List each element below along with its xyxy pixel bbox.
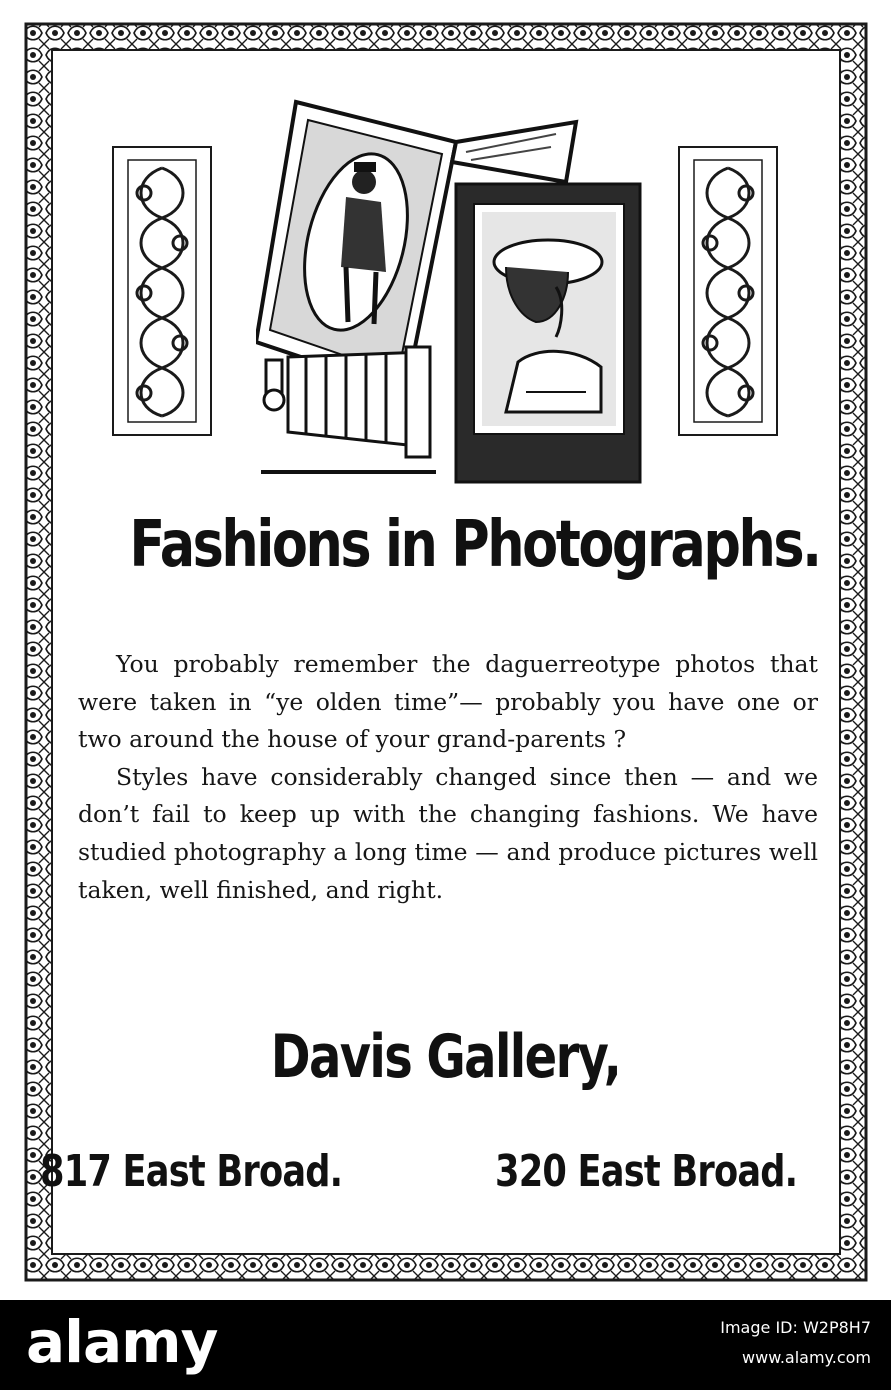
left-scroll-ornament	[112, 146, 212, 436]
watermark-logo: alamy	[26, 1308, 218, 1376]
address-second: 320 East Broad.	[495, 1146, 798, 1197]
photographs-illustration	[256, 92, 646, 487]
bellows-camera-icon	[261, 347, 436, 472]
address-first: 817 East Broad.	[40, 1146, 343, 1197]
headline: Fashions in Photographs.	[129, 508, 820, 582]
body-paragraph: You probably remember the daguerreotype photos that were taken in “ye olden time”— probably you have one or two around the house of your grand-parents ?	[78, 650, 818, 754]
portrait-card-icon	[456, 184, 640, 482]
watermark-url: www.alamy.com	[742, 1348, 871, 1367]
right-scroll-ornament	[678, 146, 778, 436]
watermark-image-info	[720, 1313, 871, 1373]
ad-body-copy	[78, 646, 818, 909]
watermark-image-id: Image ID: W2P8H7	[720, 1318, 871, 1337]
business-name: Davis Gallery,	[270, 1022, 621, 1092]
body-paragraph: Styles have considerably changed since then — and we don’t fail to keep up with the changing fashions. We have studied photography a long time — and produce pictures well taken, well finished, and right.	[78, 762, 818, 904]
